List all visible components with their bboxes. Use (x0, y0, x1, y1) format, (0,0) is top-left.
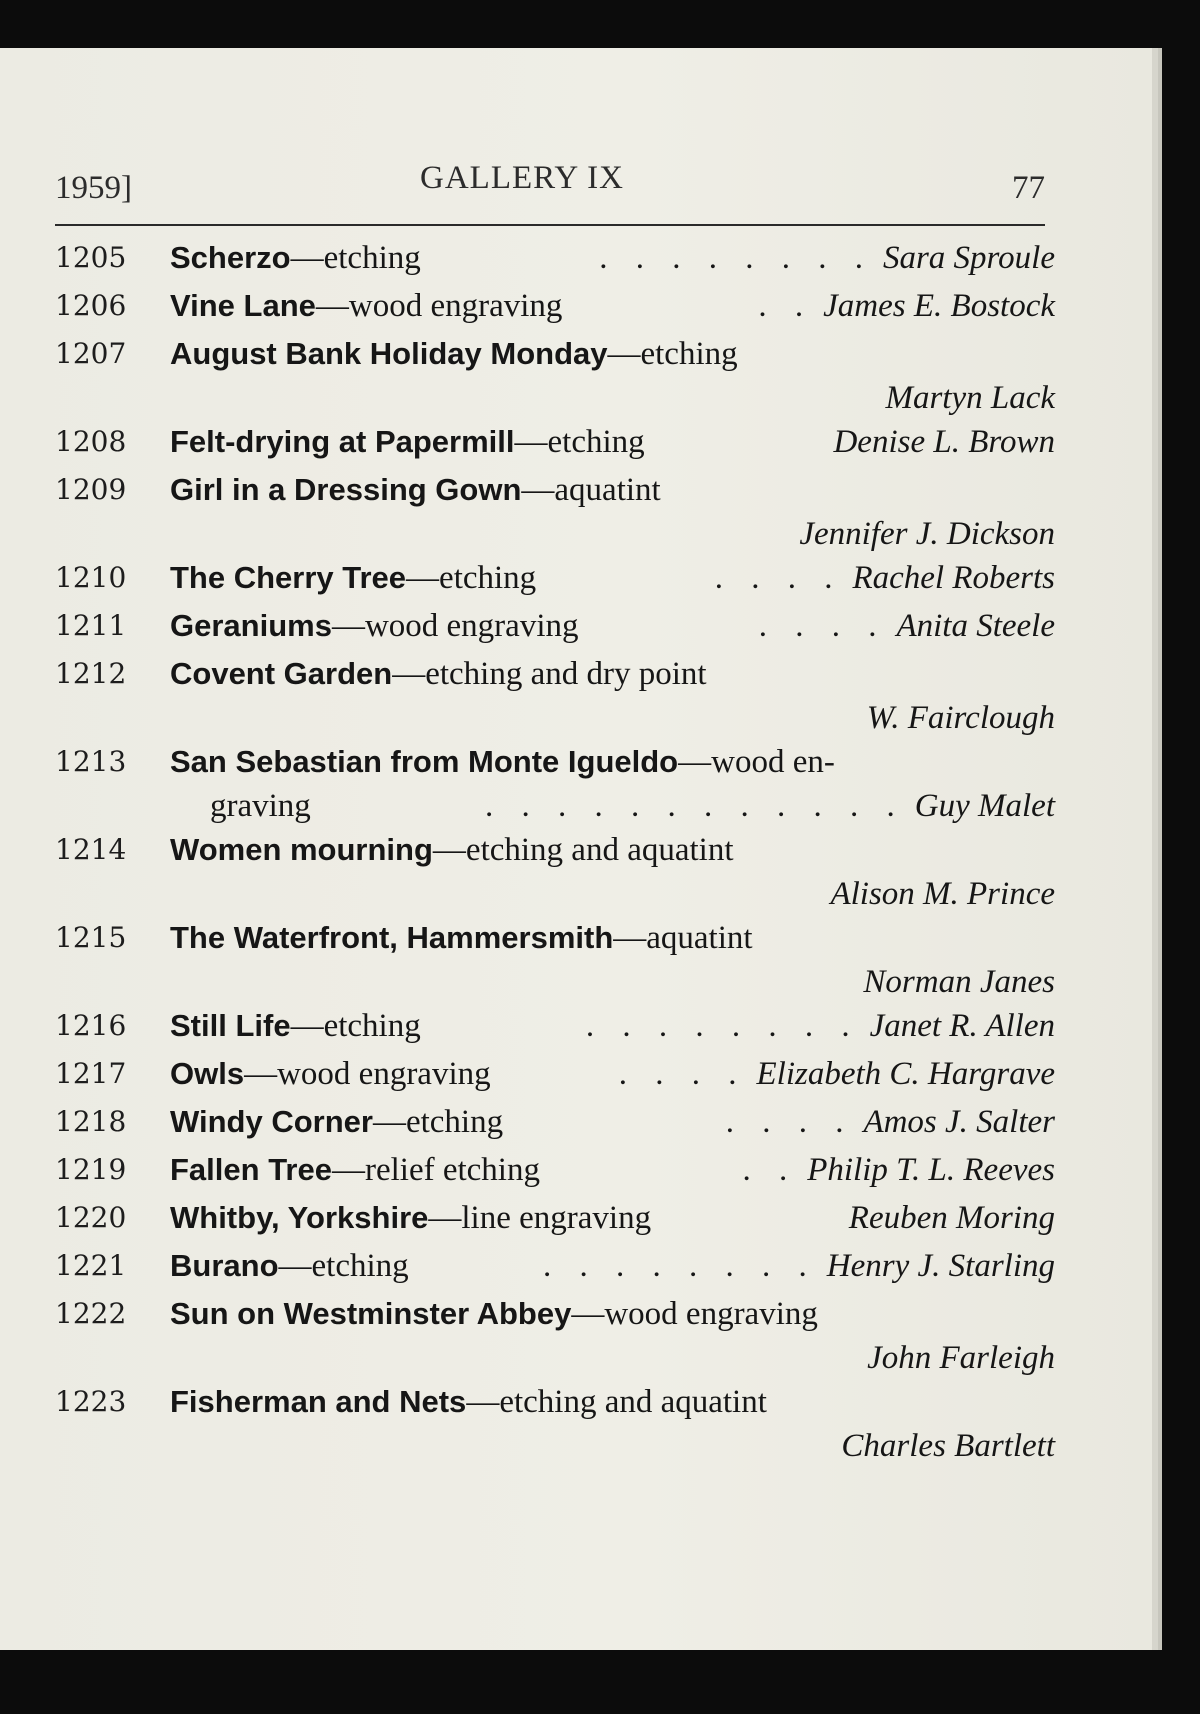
entry-artist: Philip T. L. Reeves (807, 1152, 1055, 1188)
list-item (55, 1098, 1055, 1146)
catalogue-page (0, 48, 1152, 1650)
entry-medium: —etching and dry point (392, 656, 707, 692)
leader-dots: . . (742, 1152, 798, 1188)
entry-artist: John Farleigh (867, 1340, 1055, 1376)
entry-number: 1209 (55, 473, 127, 506)
list-item (55, 466, 1055, 554)
entry-title: August Bank Holiday Monday (170, 336, 608, 371)
entry-title: Vine Lane (170, 288, 316, 323)
running-header (55, 160, 1045, 220)
entry-title: Girl in a Dressing Gown (170, 472, 522, 507)
entry-number: 1205 (55, 241, 127, 274)
list-item (55, 554, 1055, 602)
leader-dots: . . . . (758, 608, 887, 644)
entry-artist: Alison M. Prince (830, 876, 1055, 912)
gallery-title: GALLERY IX (420, 160, 625, 196)
list-item (55, 914, 1055, 1002)
entry-medium: —etching and aquatint (466, 1384, 767, 1420)
entry-medium: —etching (290, 240, 421, 276)
entry-medium: —wood engraving (331, 608, 579, 644)
entry-number: 1208 (55, 425, 127, 458)
list-item (55, 1194, 1055, 1242)
entry-title: Felt-drying at Papermill (170, 424, 515, 459)
list-item (55, 1378, 1055, 1466)
leader-dots: . . . . (725, 1104, 854, 1140)
entry-medium: —wood engraving (244, 1056, 491, 1092)
entry-number: 1221 (55, 1249, 127, 1282)
entry-medium: —etching and aquatint (432, 832, 734, 868)
list-item (55, 282, 1055, 330)
entry-title: San Sebastian from Monte Igueldo (170, 744, 679, 779)
entry-medium: —wood en- (678, 744, 835, 780)
entry-artist: Guy Malet (914, 788, 1055, 824)
entry-medium: —etching (372, 1104, 504, 1140)
list-item (55, 330, 1055, 418)
entry-number: 1214 (55, 833, 127, 866)
entry-medium: —wood engraving (315, 288, 563, 324)
entry-artist: Reuben Moring (848, 1200, 1055, 1236)
entry-medium: —aquatint (613, 920, 753, 956)
entry-artist: Jennifer J. Dickson (799, 516, 1055, 552)
entry-number: 1206 (55, 289, 127, 322)
list-item (55, 1290, 1055, 1378)
entry-number: 1223 (55, 1385, 127, 1418)
entry-number: 1215 (55, 921, 127, 954)
entry-artist: Martyn Lack (885, 380, 1055, 416)
entry-artist: W. Fairclough (866, 700, 1055, 736)
entry-artist: Sara Sproule (882, 240, 1055, 276)
entry-number: 1219 (55, 1153, 127, 1186)
entry-artist: Elizabeth C. Hargrave (756, 1056, 1055, 1092)
entry-title: Fallen Tree (170, 1152, 332, 1187)
entry-number: 1220 (55, 1201, 127, 1234)
entry-number: 1218 (55, 1105, 127, 1138)
entry-artist: Janet R. Allen (869, 1008, 1055, 1044)
entry-medium: —line engraving (428, 1200, 652, 1236)
list-item (55, 1242, 1055, 1290)
entry-artist: Norman Janes (863, 964, 1055, 1000)
year-bracket: 1959] (55, 170, 132, 206)
entry-artist: Anita Steele (896, 608, 1055, 644)
leader-dots: . . . . . . . . (543, 1248, 817, 1284)
entry-medium: —etching (514, 424, 645, 460)
list-item (55, 738, 1055, 826)
leader-dots: . . (758, 288, 814, 324)
entry-title: Burano (170, 1248, 279, 1283)
list-item (55, 1002, 1055, 1050)
list-item (55, 234, 1055, 282)
entry-number: 1207 (55, 337, 127, 370)
entry-medium: —etching (290, 1008, 421, 1044)
list-item (55, 602, 1055, 650)
entry-artist: Denise L. Brown (833, 424, 1055, 460)
entry-medium: —etching (607, 336, 738, 372)
header-rule (55, 224, 1045, 226)
list-item (55, 1050, 1055, 1098)
list-item (55, 650, 1055, 738)
list-item (55, 1146, 1055, 1194)
entry-medium: —etching (406, 560, 537, 596)
entry-title: Whitby, Yorkshire (170, 1200, 429, 1235)
entry-title: Owls (170, 1056, 245, 1091)
entry-title: The Cherry Tree (170, 560, 407, 595)
entry-title: Women mourning (170, 832, 433, 867)
entry-number: 1213 (55, 745, 127, 778)
leader-dots: . . . . . . . . (599, 240, 873, 276)
entry-number: 1222 (55, 1297, 127, 1330)
entry-artist: James E. Bostock (823, 288, 1055, 324)
entry-artist: Henry J. Starling (826, 1248, 1055, 1284)
list-item (55, 826, 1055, 914)
entry-medium: —wood engraving (571, 1296, 818, 1332)
entry-list (55, 234, 1055, 1466)
entry-number: 1210 (55, 561, 127, 594)
entry-medium: —etching (278, 1248, 409, 1284)
entry-title: Sun on Westminster Abbey (170, 1296, 572, 1331)
entry-title: Geraniums (170, 608, 332, 643)
page-number: 77 (1012, 170, 1045, 206)
entry-number: 1216 (55, 1009, 127, 1042)
leader-dots: . . . . (714, 560, 843, 596)
entry-number: 1211 (55, 609, 127, 642)
entry-artist: Rachel Roberts (852, 560, 1055, 596)
entry-title: Covent Garden (170, 656, 393, 691)
entry-artist: Charles Bartlett (841, 1428, 1055, 1464)
entry-title: Still Life (170, 1008, 291, 1043)
entry-number: 1212 (55, 657, 127, 690)
entry-artist: Amos J. Salter (863, 1104, 1055, 1140)
entry-medium-continued: graving (210, 788, 311, 824)
leader-dots: . . . . . . . . (585, 1008, 860, 1044)
leader-dots: . . . . . . . . . . . . (485, 788, 905, 824)
entry-title: Windy Corner (170, 1104, 373, 1139)
entry-title: The Waterfront, Hammersmith (170, 920, 614, 955)
entry-medium: —relief etching (331, 1152, 540, 1188)
entry-title: Fisherman and Nets (170, 1384, 467, 1419)
entry-medium: —aquatint (521, 472, 661, 508)
list-item (55, 418, 1055, 466)
leader-dots: . . . . (618, 1056, 747, 1092)
entry-title: Scherzo (170, 240, 291, 275)
entry-number: 1217 (55, 1057, 127, 1090)
